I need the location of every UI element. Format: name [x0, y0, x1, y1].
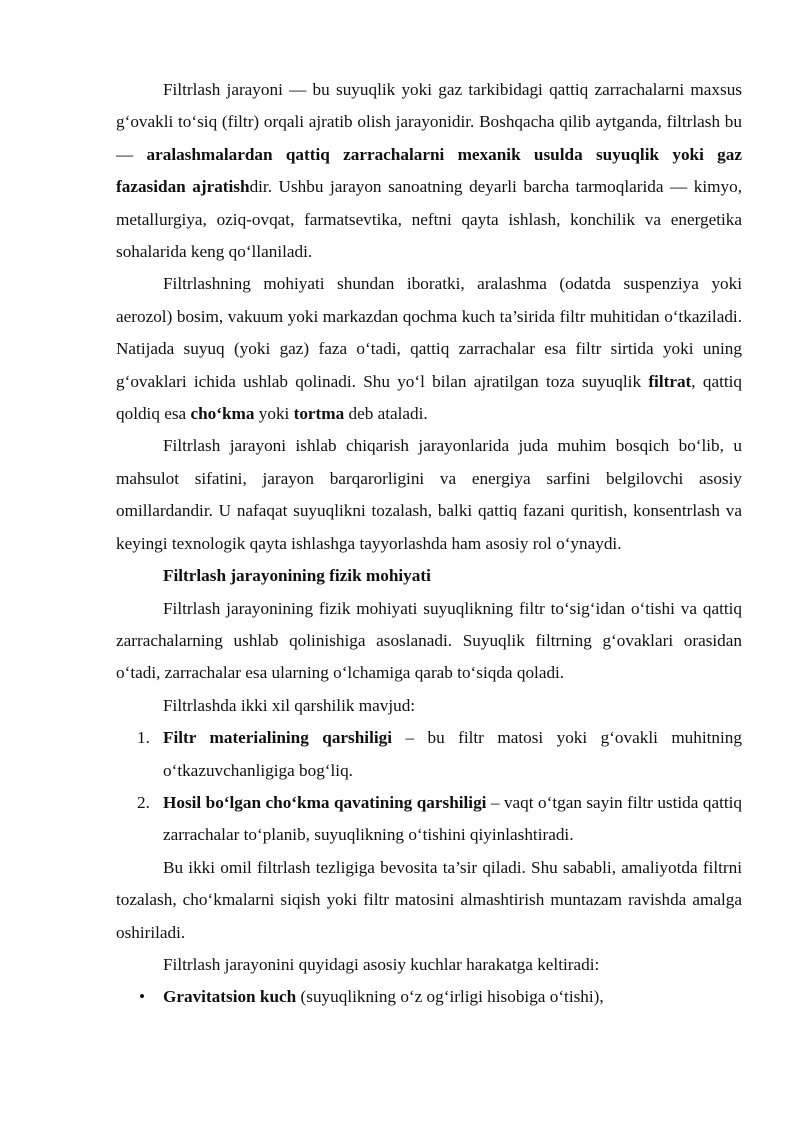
bullet-text: (suyuqlikning o‘z og‘irligi hisobiga o‘tishi), — [296, 987, 604, 1007]
bullet-item — [116, 981, 742, 1013]
text-span: , qattiq qoldiq esa — [116, 371, 742, 424]
paragraph-maintenance: Bu ikki omil filtrlash tezligiga bevosita ta’sir qiladi. Shu sababli, amaliyotda filtrni tozalash, cho‘kmalarni siqish yoki filtr matosini almashtirish muntazam ravishda amalga oshiriladi. — [116, 857, 742, 942]
list-number: 1. — [137, 728, 150, 748]
text-span: deb ataladi. — [344, 404, 428, 424]
bold-term-chokma: cho‘kma — [190, 404, 255, 424]
section-heading: Filtrlash jarayonining fizik mohiyati — [163, 566, 431, 586]
list-item-term: Hosil bo‘lgan cho‘kma qavatining qarshiligi — [163, 792, 487, 812]
list-item — [116, 787, 742, 852]
bullet-icon: • — [139, 987, 146, 1007]
text-span: Filtrlashning mohiyati shundan iboratki, aralashma (odatda suspenziya yoki aerozol) bosim, vakuum yoki markazdan qochma kuch ta’sirida filtr muhitidan o‘tkaziladi. Natijada suyuq (yoki gaz) faza o‘tadi, qattiq zarrachalar esa filtr sirtida yoki uning g‘ovaklari ichida ushlab qolinadi. Shu yo‘l bilan ajratilgan toza suyuqlik — [116, 274, 742, 391]
list-item — [116, 722, 742, 787]
paragraph-filtration-essence — [116, 268, 742, 430]
list-number: 2. — [137, 792, 150, 812]
paragraph-filtration-definition — [116, 74, 742, 268]
bold-term-filtrat: filtrat — [648, 371, 692, 391]
list-item-text: – bu filtr matosi yoki g‘ovakli muhitning o‘tkazuvchanligiga bog‘liq. — [163, 728, 742, 780]
paragraph-forces-intro: Filtrlash jarayonini quyidagi asosiy kuchlar harakatga keltiradi: — [163, 954, 600, 974]
paragraph-physical-essence: Filtrlash jarayonining fizik mohiyati suyuqlikning filtr to‘sig‘idan o‘tishi va qattiq zarrachalarning ushlab qolinishiga asoslanadi. Suyuqlik filtrning g‘ovaklari orasidan o‘tadi, zarrachalar esa ularning o‘lchamiga qarab to‘siqda qoladi. — [116, 598, 742, 683]
text-span: Filtrlash jarayoni — bu suyuqlik yoki gaz tarkibidagi qattiq zarrachalarni maxsus g‘ovakli to‘siq (filtr) orqali ajratib olish jarayonidir. Boshqacha qilib aytganda, filtrlash bu — — [116, 80, 742, 164]
paragraph-resistance-intro: Filtrlashda ikki xil qarshilik mavjud: — [163, 695, 416, 715]
bold-term: aralashmalardan qattiq zarrachalarni mexanik usulda suyuqlik yoki gaz fazasidan ajratish — [116, 144, 743, 197]
document-page — [116, 74, 742, 1014]
text-span: yoki — [254, 404, 294, 424]
resistance-list — [116, 722, 742, 852]
text-span: dir. Ushbu jarayon sanoatning deyarli barcha tarmoqlarida — kimyo, metallurgiya, oziq-ovqat, farmatsevtika, neftni qayta ishlash, konchilik va energetika sohalarida keng qo‘llaniladi. — [116, 177, 742, 262]
paragraph-importance: Filtrlash jarayoni ishlab chiqarish jarayonlarida juda muhim bosqich bo‘lib, u mahsulot sifatini, jarayon barqarorligini va energiya sarfini belgilovchi asosiy omillardandir. U nafaqat suyuqlikni tozalash, balki qattiq fazani quritish, konsentrlash va keyingi texnologik qayta ishlashga tayyorlashda ham asosiy rol o‘ynaydi. — [116, 436, 742, 553]
bold-term-tortma: tortma — [293, 404, 345, 424]
list-item-text: – vaqt o‘tgan sayin filtr ustida qattiq zarrachalar to‘planib, suyuqlikning o‘tishini qiyinlashtiradi. — [163, 792, 742, 845]
bullet-term: Gravitatsion kuch — [163, 987, 297, 1007]
list-item-term: Filtr materialining qarshiligi — [163, 728, 392, 748]
forces-list — [116, 981, 742, 1013]
